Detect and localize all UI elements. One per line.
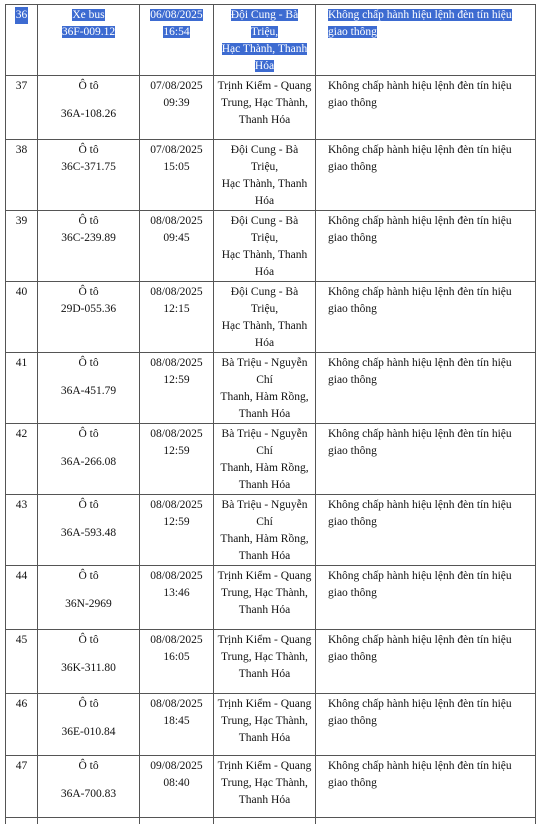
row-number: 42 xyxy=(16,428,28,440)
location-line: Hạc Thành, Thanh Hóa xyxy=(222,43,307,72)
vehicle-type: Ô tô xyxy=(78,144,98,156)
location-cell xyxy=(214,566,316,630)
location-line: Thanh Hóa xyxy=(239,479,290,491)
location-line: Thanh, Hàm Rồng, xyxy=(220,391,308,403)
row-number-cell xyxy=(6,495,38,566)
row-number: 40 xyxy=(16,286,28,298)
violation-time: 12:59 xyxy=(163,374,189,386)
location-line: Đội Cung - Bà Triệu, xyxy=(231,215,298,244)
violation-date: 07/08/2025 xyxy=(150,144,202,156)
datetime-cell xyxy=(140,282,214,353)
row-number-cell xyxy=(6,694,38,756)
violation-description: Không chấp hành hiệu lệnh đèn tín hiệu giao thông xyxy=(328,286,512,315)
violation-date: 08/08/2025 xyxy=(150,357,202,369)
location-line: Đội Cung - Bà Triệu, xyxy=(231,144,298,173)
violations-table-body xyxy=(6,5,536,824)
datetime-cell xyxy=(140,5,214,76)
violation-cell xyxy=(316,694,536,756)
violation-description: Không chấp hành hiệu lệnh đèn tín hiệu giao thông xyxy=(328,80,512,109)
location-cell xyxy=(214,630,316,694)
location-line: Trung, Hạc Thành, xyxy=(221,97,308,109)
vehicle-cell xyxy=(38,282,140,353)
row-number-cell xyxy=(6,282,38,353)
license-plate: 36N-2969 xyxy=(65,598,112,610)
location-line: Đội Cung - Bà Triệu, xyxy=(231,286,298,315)
vehicle-type: Ô tô xyxy=(78,698,98,710)
location-line: Trung, Hạc Thành, xyxy=(221,777,308,789)
vehicle-cell xyxy=(38,140,140,211)
datetime-cell xyxy=(140,566,214,630)
table-row-partial xyxy=(6,818,536,824)
datetime-cell xyxy=(140,630,214,694)
location-cell xyxy=(214,211,316,282)
violation-cell xyxy=(316,282,536,353)
row-number-cell xyxy=(6,5,38,76)
vehicle-type: Ô tô xyxy=(78,760,98,772)
violation-date: 08/08/2025 xyxy=(150,634,202,646)
violation-description: Không chấp hành hiệu lệnh đèn tín hiệu giao thông xyxy=(328,499,512,528)
vehicle-cell xyxy=(38,756,140,818)
location-line: Thanh, Hàm Rồng, xyxy=(220,462,308,474)
violation-description: Không chấp hành hiệu lệnh đèn tín hiệu giao thông xyxy=(328,760,512,789)
datetime-cell xyxy=(140,756,214,818)
location-line: Trung, Hạc Thành, xyxy=(221,651,308,663)
location-cell xyxy=(214,282,316,353)
violations-table xyxy=(5,4,536,824)
violation-time: 09:39 xyxy=(163,97,189,109)
datetime-cell xyxy=(140,76,214,140)
vehicle-cell xyxy=(38,76,140,140)
row-number-cell xyxy=(6,630,38,694)
violation-date: 08/08/2025 xyxy=(150,286,202,298)
datetime-cell xyxy=(140,140,214,211)
violation-cell xyxy=(316,5,536,76)
violation-description: Không chấp hành hiệu lệnh đèn tín hiệu giao thông xyxy=(328,215,512,244)
vehicle-cell xyxy=(38,694,140,756)
location-line: Thanh Hóa xyxy=(239,794,290,806)
row-number-cell xyxy=(6,211,38,282)
vehicle-cell xyxy=(38,353,140,424)
license-plate: 36A-700.83 xyxy=(61,788,116,800)
location-cell xyxy=(214,424,316,495)
vehicle-type: Ô tô xyxy=(78,80,98,92)
violation-cell xyxy=(316,756,536,818)
datetime-cell xyxy=(140,694,214,756)
location-line: Hạc Thành, Thanh Hóa xyxy=(222,320,307,349)
table-row xyxy=(6,211,536,282)
vehicle-cell xyxy=(38,424,140,495)
violation-date: 06/08/2025 xyxy=(150,9,202,21)
row-number: 38 xyxy=(16,144,28,156)
license-plate: 36E-010.84 xyxy=(62,726,116,738)
table-row xyxy=(6,566,536,630)
location-line: Trung, Hạc Thành, xyxy=(221,715,308,727)
row-number: 41 xyxy=(16,357,28,369)
vehicle-cell xyxy=(38,5,140,76)
row-number-cell xyxy=(6,140,38,211)
location-line: Bà Triệu - Nguyễn Chí xyxy=(222,357,308,386)
datetime-cell xyxy=(140,495,214,566)
table-row xyxy=(6,76,536,140)
location-cell xyxy=(214,140,316,211)
license-plate: 36A-266.08 xyxy=(61,456,116,468)
location-line: Thanh, Hàm Rồng, xyxy=(220,533,308,545)
violation-cell xyxy=(316,140,536,211)
location-cell xyxy=(214,5,316,76)
violation-date: 08/08/2025 xyxy=(150,499,202,511)
location-line: Trịnh Kiểm - Quang xyxy=(218,760,312,772)
vehicle-cell xyxy=(38,630,140,694)
vehicle-type: Xe bus xyxy=(72,9,104,21)
location-line: Hạc Thành, Thanh Hóa xyxy=(222,249,307,278)
vehicle-type: Ô tô xyxy=(78,499,98,511)
table-row xyxy=(6,424,536,495)
violation-time: 15:05 xyxy=(163,161,189,173)
row-number: 43 xyxy=(16,499,28,511)
location-line: Thanh Hóa xyxy=(239,408,290,420)
datetime-cell xyxy=(140,211,214,282)
violation-cell xyxy=(316,424,536,495)
violation-description: Không chấp hành hiệu lệnh đèn tín hiệu giao thông xyxy=(328,144,512,173)
row-number-cell xyxy=(6,566,38,630)
violation-time: 12:15 xyxy=(163,303,189,315)
vehicle-cell xyxy=(38,566,140,630)
location-line: Bà Triệu - Nguyễn Chí xyxy=(222,428,308,457)
violation-time: 18:45 xyxy=(163,715,189,727)
violation-date: 08/08/2025 xyxy=(150,570,202,582)
vehicle-type: Ô tô xyxy=(78,634,98,646)
row-number: 44 xyxy=(16,570,28,582)
location-line: Đội Cung - Bà Triệu, xyxy=(231,9,298,38)
license-plate: 36C-239.89 xyxy=(61,232,116,244)
datetime-cell xyxy=(140,353,214,424)
location-line: Hạc Thành, Thanh Hóa xyxy=(222,178,307,207)
row-number: 46 xyxy=(16,698,28,710)
vehicle-type: Ô tô xyxy=(78,357,98,369)
violation-description: Không chấp hành hiệu lệnh đèn tín hiệu giao thông xyxy=(328,428,512,457)
license-plate: 36F-009.12 xyxy=(62,26,115,38)
violation-cell xyxy=(316,76,536,140)
row-number-cell xyxy=(6,756,38,818)
violation-cell xyxy=(316,211,536,282)
license-plate: 36C-371.75 xyxy=(61,161,116,173)
violation-cell xyxy=(316,630,536,694)
vehicle-type: Ô tô xyxy=(78,428,98,440)
location-line: Trịnh Kiểm - Quang xyxy=(218,634,312,646)
row-number: 36 xyxy=(15,7,29,24)
location-line: Thanh Hóa xyxy=(239,550,290,562)
vehicle-cell xyxy=(38,495,140,566)
violation-date: 07/08/2025 xyxy=(150,80,202,92)
violation-description: Không chấp hành hiệu lệnh đèn tín hiệu giao thông xyxy=(328,698,512,727)
vehicle-type: Ô tô xyxy=(78,570,98,582)
violation-time: 16:05 xyxy=(163,651,189,663)
license-plate: 36A-593.48 xyxy=(61,527,116,539)
violation-description: Không chấp hành hiệu lệnh đèn tín hiệu giao thông xyxy=(328,634,512,663)
vehicle-type: Ô tô xyxy=(78,215,98,227)
table-row xyxy=(6,495,536,566)
datetime-cell xyxy=(140,424,214,495)
violation-time: 13:46 xyxy=(163,587,189,599)
location-line: Thanh Hóa xyxy=(239,604,290,616)
location-line: Bà Triệu - Nguyễn Chí xyxy=(222,499,308,528)
row-number: 37 xyxy=(16,80,28,92)
location-cell xyxy=(214,76,316,140)
table-row xyxy=(6,630,536,694)
table-row xyxy=(6,140,536,211)
location-cell xyxy=(214,756,316,818)
location-line: Trịnh Kiểm - Quang xyxy=(218,698,312,710)
license-plate: 29D-055.36 xyxy=(61,303,116,315)
violation-description: Không chấp hành hiệu lệnh đèn tín hiệu giao thông xyxy=(328,357,512,386)
violation-description: Không chấp hành hiệu lệnh đèn tín hiệu giao thông xyxy=(328,9,512,38)
violation-date: 08/08/2025 xyxy=(150,698,202,710)
table-row xyxy=(6,694,536,756)
violation-date: 08/08/2025 xyxy=(150,428,202,440)
row-number-cell xyxy=(6,424,38,495)
violation-time: 09:45 xyxy=(163,232,189,244)
location-cell xyxy=(214,353,316,424)
row-number: 45 xyxy=(16,634,28,646)
row-number-cell xyxy=(6,353,38,424)
violation-description: Không chấp hành hiệu lệnh đèn tín hiệu giao thông xyxy=(328,570,512,599)
license-plate: 36A-108.26 xyxy=(61,108,116,120)
violation-cell xyxy=(316,353,536,424)
location-line: Thanh Hóa xyxy=(239,668,290,680)
row-number: 39 xyxy=(16,215,28,227)
license-plate: 36A-451.79 xyxy=(61,385,116,397)
violation-time: 12:59 xyxy=(163,445,189,457)
license-plate: 36K-311.80 xyxy=(61,662,116,674)
violation-date: 08/08/2025 xyxy=(150,215,202,227)
location-line: Trịnh Kiểm - Quang xyxy=(218,570,312,582)
violation-time: 16:54 xyxy=(163,26,189,38)
table-row xyxy=(6,5,536,76)
vehicle-cell xyxy=(38,211,140,282)
violation-date: 09/08/2025 xyxy=(150,760,202,772)
location-line: Thanh Hóa xyxy=(239,732,290,744)
row-number: 47 xyxy=(16,760,28,772)
table-row xyxy=(6,756,536,818)
violation-cell xyxy=(316,495,536,566)
violation-time: 12:59 xyxy=(163,516,189,528)
location-line: Trung, Hạc Thành, xyxy=(221,587,308,599)
table-row xyxy=(6,282,536,353)
location-cell xyxy=(214,495,316,566)
location-line: Trịnh Kiểm - Quang xyxy=(218,80,312,92)
vehicle-type: Ô tô xyxy=(78,286,98,298)
row-number-cell xyxy=(6,76,38,140)
location-line: Thanh Hóa xyxy=(239,114,290,126)
violation-time: 08:40 xyxy=(163,777,189,789)
table-row xyxy=(6,353,536,424)
location-cell xyxy=(214,694,316,756)
violation-cell xyxy=(316,566,536,630)
